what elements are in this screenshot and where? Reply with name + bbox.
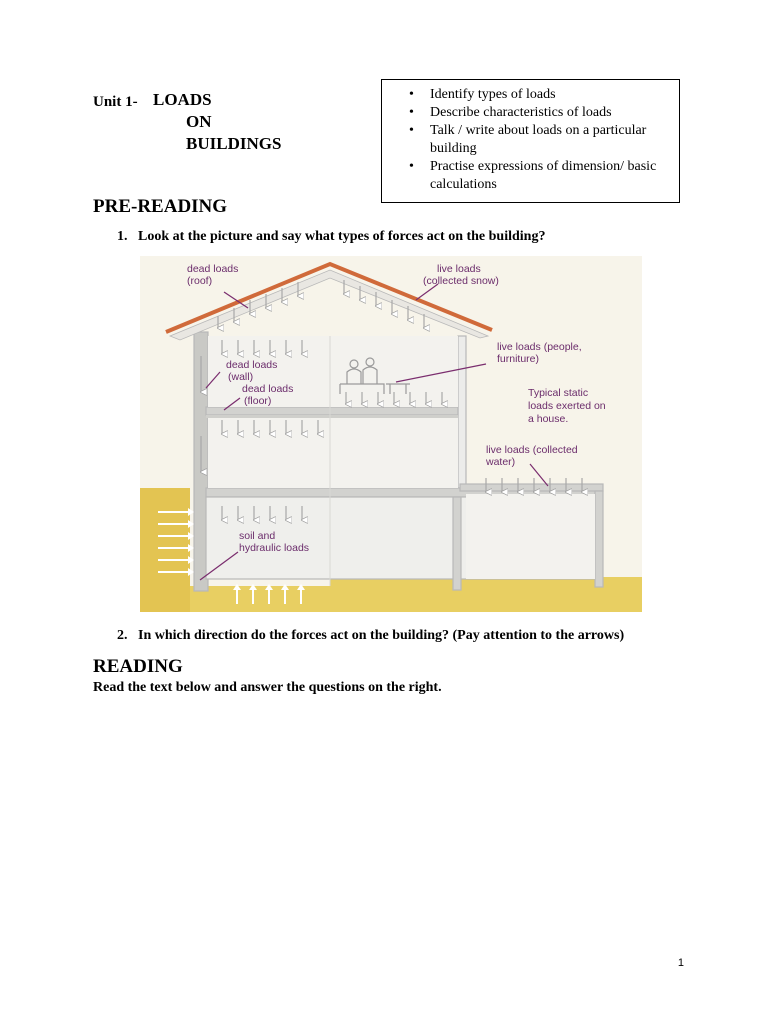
label-live-snow-1: live loads [437,263,481,275]
label-typical-1: Typical static [528,387,589,399]
title-line-buildings: BUILDINGS [186,134,282,153]
label-typical-3: a house. [528,413,569,425]
label-dead-floor-2: (floor) [244,395,272,407]
reading-heading: READING [93,656,183,677]
label-live-water-1: live loads (collected [486,444,578,456]
label-typical-2: loads exerted on [528,400,606,412]
label-dead-roof-1: dead loads [187,263,239,275]
house-diagram [140,256,642,612]
page-number: 1 [677,957,684,969]
objectives-box [381,79,680,203]
title-line-loads: LOADS [153,90,212,109]
label-soil-1: soil and [239,530,276,542]
building-loads-figure [140,256,642,612]
label-live-water-2: water) [486,456,516,468]
objective-item: • Identify types of loads [430,86,671,104]
label-dead-roof-2: (roof) [187,275,213,287]
objective-item: • Practise expressions of dimension/ basic calculations [430,158,671,194]
unit-title [93,90,138,113]
label-dead-floor-1: dead loads [242,383,294,395]
question-1: 1. Look at the picture and say what types of forces act on the building? [117,229,546,244]
label-dead-wall-1: dead loads [226,359,278,371]
label-dead-wall-2: (wall) [228,371,254,383]
title-line-on: ON [186,112,212,131]
objective-item: • Talk / write about loads on a particular building [430,122,671,158]
unit-prefix: Unit 1- [93,94,138,110]
objectives-list [382,80,679,194]
objective-item: • Describe characteristics of loads [430,104,671,122]
label-live-people-2: furniture) [497,353,540,365]
question-2: 2. In which direction do the forces act on the building? (Pay attention to the arrows) [117,628,625,643]
label-soil-2: hydraulic loads [239,542,310,554]
label-live-snow-2: (collected snow) [423,275,499,287]
reading-instruction: Read the text below and answer the questions on the right. [93,680,442,695]
label-live-people-1: live loads (people, [497,341,582,353]
pre-reading-heading: PRE-READING [93,196,228,217]
